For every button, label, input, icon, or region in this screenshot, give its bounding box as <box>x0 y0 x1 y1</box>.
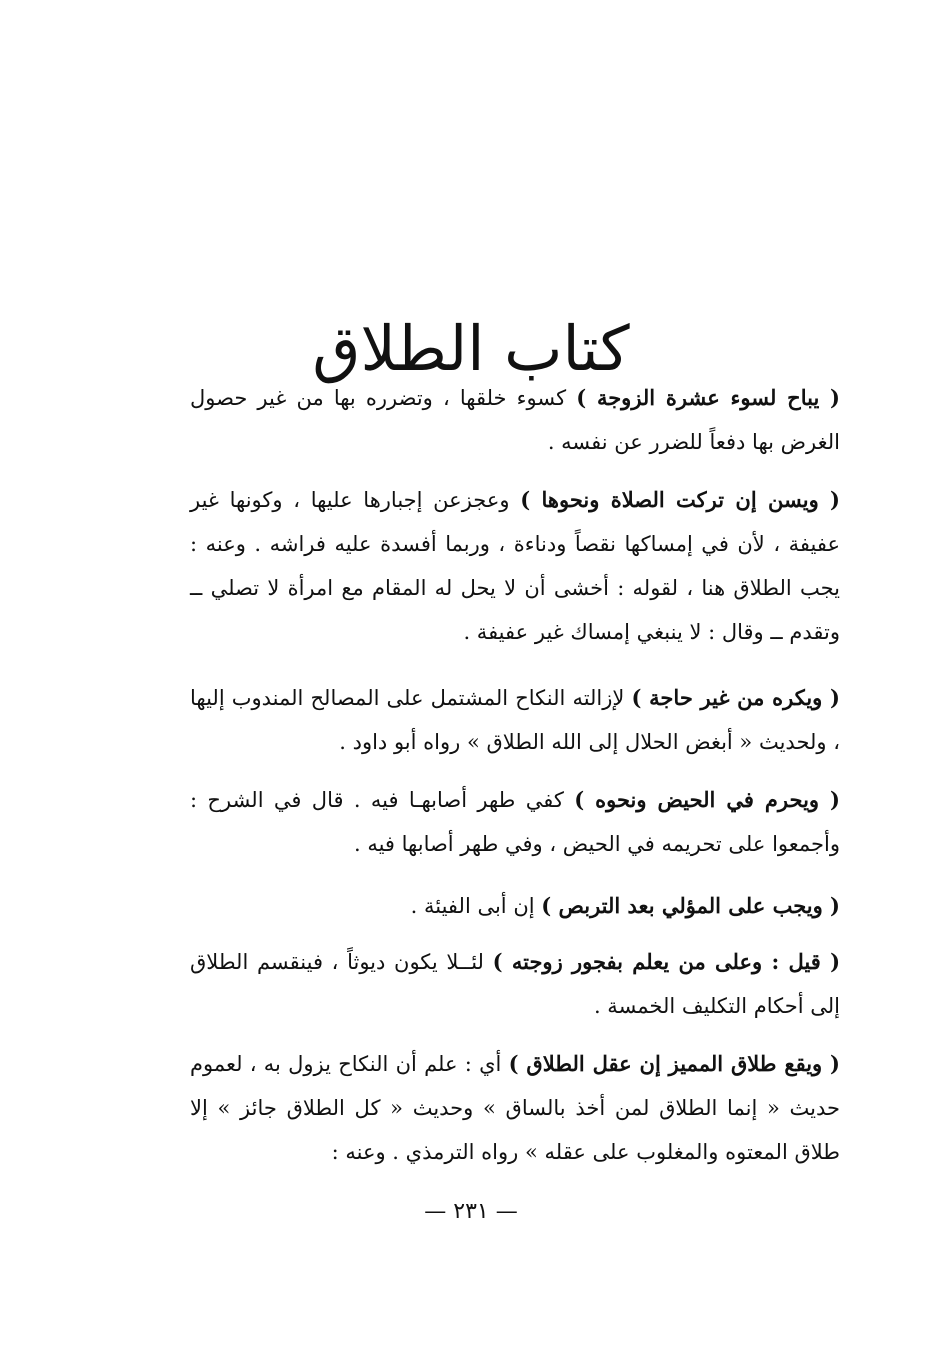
paragraph-text: كسوء خلقها ، وتضرره بها من غير حصول الغرض بها دفعاً للضرر عن نفسه . <box>190 386 840 454</box>
paragraph <box>190 940 840 1028</box>
paragraph <box>190 1042 840 1174</box>
paragraph <box>190 884 840 928</box>
chapter-title: كتاب الطلاق <box>312 311 630 385</box>
paragraph-text: وعجزعن إجبارها عليها ، وكونها غير عفيفة ، لأن في إمساكها نقصاً ودناءة ، وربما أفسدة عليه فراشه . وعنه : يجب الطلاق هنا ، لقوله : أخشى أن لا يحل له المقام مع امرأة لا تصلي ــ وتقدم ــ وقال : لا ينبغي إمساك غير عفيفة . <box>190 488 840 644</box>
paragraph <box>190 376 840 464</box>
paragraph <box>190 478 840 654</box>
paragraph-text: كفي طهر أصابهـا فيه . قال في الشرح : وأجمعوا على تحريمه في الحيض ، وفي طهر أصابها فيه . <box>190 788 840 856</box>
paragraph-lead: ( ويكره من غير حاجة ) <box>631 685 840 710</box>
paragraph-text: إن أبى الفيئة . <box>410 894 542 918</box>
paragraph-text: لئــلا يكون ديوثاً ، فينقسم الطلاق إلى أحكام التكليف الخمسة . <box>190 950 840 1018</box>
page-number: — ٢٣١ — <box>424 1199 518 1224</box>
paragraph-text: أي : علم أن النكاح يزول به ، لعموم حديث « إنما الطلاق لمن أخذ بالساق » وحديث « كل الطلاق جائز » إلا طلاق المعتوه والمغلوب على عقله » رواه الترمذي . وعنه : <box>190 1052 840 1164</box>
paragraph <box>190 778 840 866</box>
paragraph-text: لإزالته النكاح المشتمل على المصالح المندوب إليها ، ولحديث « أبغض الحلال إلى الله الطلاق » رواه أبو داود . <box>190 686 840 754</box>
paragraph-lead: ( ويقع طلاق المميز إن عقل الطلاق ) <box>508 1051 840 1076</box>
paragraph-lead: ( ويسن إن تركت الصلاة ونحوها ) <box>520 487 840 512</box>
paragraph-lead: ( قيل : وعلى من يعلم بفجور زوجته ) <box>492 949 841 974</box>
paragraph <box>190 676 840 764</box>
paragraph-lead: ( ويجب على المؤلي بعد التربص ) <box>541 893 840 918</box>
paragraph-lead: ( ويحرم في الحيض ونحوه ) <box>574 787 840 812</box>
paragraph-lead: ( يباح لسوء عشرة الزوجة ) <box>576 385 840 410</box>
